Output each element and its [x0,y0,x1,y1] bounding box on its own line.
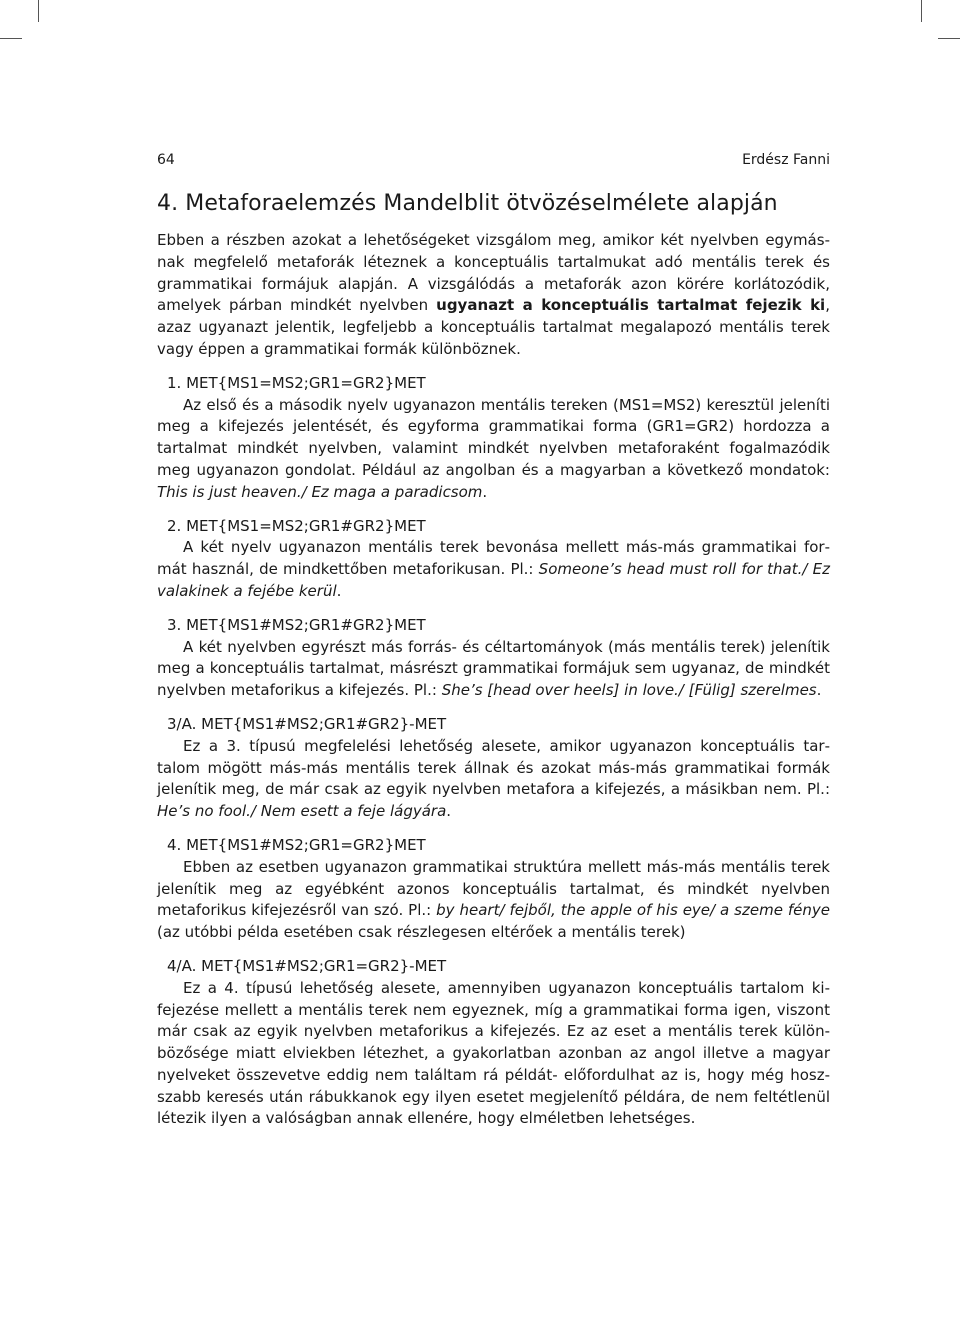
subsection-2 [157,516,830,603]
crop-mark [938,38,960,39]
subsection-heading: 4/A. MET{MS1#MS2;GR1=GR2}-MET [167,956,447,975]
emphasis-text: ugyanazt a konceptuális tartalmat fejezik ki [436,296,826,315]
example-text: He’s no fool./ Nem esett a feje lágyára [157,802,447,821]
example-text: by heart/ fejből, the apple of his eye/ a szeme fénye [436,901,830,920]
subsection-4a [157,956,830,1130]
subsection-body: Az első és a második nyelv ugyanazon mentális tereken (MS1=MS2) keresztül jeleníti meg a kifejezés jelentését, és egyforma grammatikai forma (GR1=GR2) hordozza a tartalmat mindkét nyelvben, valamint mindkét nyelvben metaforaként fogalmazódik meg ugyanazon gondolat. Például az angolban és a magyarban a következő mondatok: This is just heaven./ Ez maga a paradicsom. [157,395,830,501]
crop-mark [921,0,922,22]
subsection-heading: 3/A. MET{MS1#MS2;GR1#GR2}-MET [167,714,447,733]
author-name: Erdész Fanni [742,152,830,168]
example-text: This is just heaven./ Ez maga a paradicsom [157,482,483,501]
subsection-3 [157,615,830,702]
subsection-3a [157,714,830,823]
subsection-body: Ebben az esetben ugyanazon grammatikai struktúra mellett más-más mentális terek jelenítik meg az egyébként azonos konceptuális tartalmat, és mindkét nyelvben metaforikus kifejezésről van szó. Pl.: by heart/ fejből, the apple of his eye/ a szeme fénye (az utóbbi példa esetében csak részlegesen eltérőek a mentális terek) [157,857,830,942]
subsection-body: Ez a 3. típusú megfelelési lehetőség alesete, amikor ugyanazon konceptuális tartalom mögött más-más mentális terek állnak és azokat más-más grammatikai formák jelenítik meg, de már csak az egyik nyelvben metafora a kifejezés, a másikban nem. Pl.: He’s no fool./ Nem esett a feje lágyára. [157,736,830,821]
running-header [157,150,830,170]
subsection-body: Ez a 4. típusú lehetőség alesete, amennyiben ugyanazon konceptuális tartalom kifejezése mellett a mentális terek nem egyeznek, míg a grammatikai forma igen, viszont már csak az egyik nyelvben metaforikus a kifejezés. Ez az eset a mentális terek különbözősége miatt elviekben létezhet, a gyakorlatban azonban az angol illetve a magyar nyelveket összevetve eddig nem találtam rá példát- előfordulhat az is, hogy még hoszszabb keresés után rábukkanok egy ilyen esetet megjelenítő példára, de nem feltétlenül létezik ilyen a valóságban annak ellenére, hogy elméletben lehetséges. [157,978,830,1128]
subsection-heading: 1. MET{MS1=MS2;GR1=GR2}MET [167,373,426,392]
subsection-heading: 3. MET{MS1#MS2;GR1#GR2}MET [167,615,426,634]
section-title: 4. Metaforaelemzés Mandelblit ötvözéselmélete alapján [157,191,778,216]
example-text: She’s [head over heels] in love./ [Fülig] szerelmes [441,681,817,700]
subsection-body: A két nyelv ugyanazon mentális terek bevonása mellett más-más grammatikai formát használ, de mindkettőben metaforikusan. Pl.: Someone’s head must roll for that./ Ez valakinek a fejébe kerül. [157,538,830,600]
subsection-4 [157,835,830,944]
crop-mark [0,38,22,39]
example-text: Someone’s head must roll for that./ Ez valakinek a fejébe kerül [157,560,830,600]
intro-paragraph: Ebben a részben azokat a lehetőségeket vizsgálom meg, amikor két nyelvben egymásnak megfelelő metaforák léteznek a konceptuális tartalmukat adó mentális terek és grammatikai formájuk alapján. A vizsgálódás a metaforák azon körére korlátozódik, amelyek párban mindkét nyelvben ugyanazt a konceptuális tartalmat fejezik ki, azaz ugyanazt jelentik, legfeljebb a konceptuális tartalmat megalapozó mentális terek vagy éppen a grammatikai formák különböznek. [157,231,830,358]
crop-mark [38,0,39,22]
subsection-heading: 2. MET{MS1=MS2;GR1#GR2}MET [167,516,426,535]
subsection-heading: 4. MET{MS1#MS2;GR1=GR2}MET [167,835,426,854]
page-number: 64 [157,152,175,168]
document-page [157,150,830,1130]
subsection-body: A két nyelvben egyrészt más forrás- és céltartományok (más mentális terek) jelenítik meg a konceptuális tartalmat, másrészt grammatikai formájuk sem ugyanaz, de mindkét nyelvben metaforikus a kifejezés. Pl.: She’s [head over heels] in love./ [Fülig] szerelmes. [157,637,830,700]
subsection-1 [157,373,830,504]
